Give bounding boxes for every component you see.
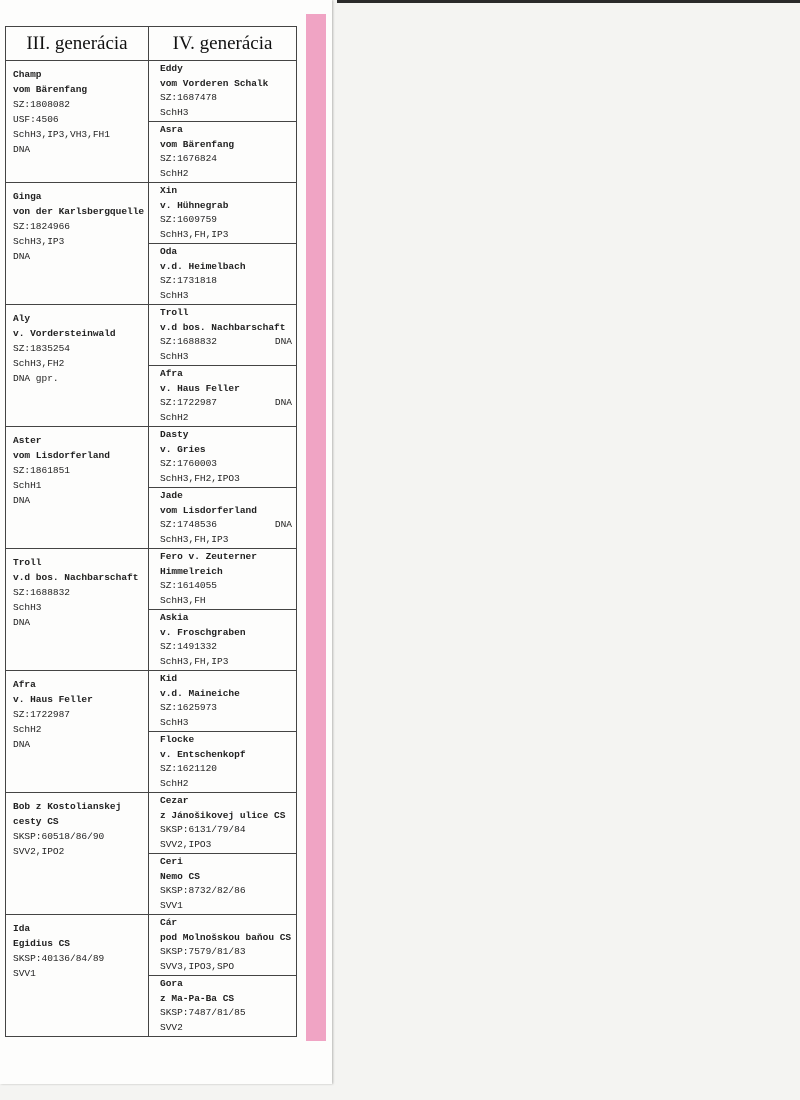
dog-name: Jade (160, 490, 183, 501)
kennel-name: cesty CS (13, 816, 59, 827)
titles: SVV1 (13, 968, 36, 979)
titles: SchH3 (13, 602, 42, 613)
gen4-cell (149, 305, 297, 366)
registration-number: SZ:1688832 (13, 587, 71, 598)
registration-row (149, 91, 296, 106)
registration-row (149, 640, 296, 655)
titles: SVV3,IPO3,SPO (160, 961, 235, 973)
gen4-cell (149, 488, 297, 549)
registration-row (149, 518, 296, 533)
dog-name: Flocke (160, 734, 195, 745)
gen4-cell (149, 61, 297, 122)
dog-name: Askia (160, 612, 189, 623)
dna-note: DNA (13, 144, 31, 155)
dna-note: DNA (13, 495, 31, 506)
dog-name: Oda (160, 246, 178, 257)
dog-name: Fero v. Zeuterner (160, 551, 257, 562)
gen4-cell (149, 549, 297, 610)
kennel-name: vom Lisdorferland (160, 504, 257, 516)
registration-number: SZ:1731818 (160, 275, 218, 287)
kennel-name: von der Karlsbergquelle (13, 206, 145, 217)
pedigree-table (5, 26, 297, 1037)
dog-name: Gora (160, 978, 183, 989)
dog-name: Cár (160, 917, 178, 928)
kennel-name: z Ma-Pa-Ba CS (160, 992, 235, 1004)
registration-row (149, 152, 296, 167)
registration-number: SKSP:60518/86/90 (13, 831, 105, 842)
titles: SVV2,IPO2 (13, 846, 65, 857)
titles: SchH2 (13, 724, 42, 735)
scan-edge (337, 0, 800, 3)
kennel-name: v. Hühnegrab (160, 199, 229, 211)
registration-number: SZ:1614055 (160, 580, 218, 592)
dog-name: Troll (13, 557, 42, 568)
kennel-name: v. Entschenkopf (160, 748, 246, 760)
gen3-cell (6, 183, 149, 305)
kennel-name: vom Vorderen Schalk (160, 77, 269, 89)
registration-number: SZ:1491332 (160, 641, 218, 653)
gen4-cell (149, 915, 297, 976)
kennel-name: v. Vordersteinwald (13, 328, 116, 339)
gen4-cell (149, 854, 297, 915)
kennel-name: pod Molnošskou baňou CS (160, 931, 292, 943)
titles: SchH2 (160, 778, 189, 790)
registration-number: SZ:1676824 (160, 153, 218, 165)
dog-name: Ginga (13, 191, 42, 202)
registration-number: SZ:1625973 (160, 702, 218, 714)
pink-margin-strip (306, 14, 326, 1041)
registration-number: SZ:1760003 (160, 458, 218, 470)
gen3-cell (6, 915, 149, 1037)
registration-number: SZ:1609759 (160, 214, 218, 226)
dog-name: Dasty (160, 429, 189, 440)
registration-number: SKSP:7579/81/83 (160, 946, 246, 958)
registration-number: SZ:1722987 (13, 709, 71, 720)
registration-row (149, 213, 296, 228)
registration-row (149, 457, 296, 472)
dog-name: Afra (13, 679, 36, 690)
dna-note: DNA (274, 519, 292, 531)
registration-row (149, 823, 296, 838)
registration-number: SZ:1808082 (13, 99, 71, 110)
registration-number: SZ:1621120 (160, 763, 218, 775)
titles: SchH3,FH,IP3 (160, 229, 229, 241)
gen4-cell (149, 183, 297, 244)
registration-number: SKSP:7487/81/85 (160, 1007, 246, 1019)
dog-name: Bob z Kostolianskej (13, 801, 122, 812)
dog-name: Afra (160, 368, 183, 379)
registration-number: SZ:1748536 (160, 519, 218, 531)
dna-note: DNA (274, 397, 292, 409)
registration-row (149, 396, 296, 411)
gen4-cell (149, 427, 297, 488)
titles: SchH2 (160, 168, 189, 180)
registration-number: SZ:1722987 (160, 397, 218, 409)
dog-name: Xin (160, 185, 178, 196)
kennel-name: vom Bärenfang (13, 84, 88, 95)
gen3-cell (6, 305, 149, 427)
registration-row (149, 274, 296, 289)
gen4-cell (149, 610, 297, 671)
titles: SchH3 (160, 107, 189, 119)
dog-name: Champ (13, 69, 42, 80)
dna-note: DNA (13, 739, 31, 750)
kennel-name: Egidius CS (13, 938, 71, 949)
dog-name: Ida (13, 923, 31, 934)
kennel-name: v.d bos. Nachbarschaft (160, 321, 286, 333)
kennel-name: v.d. Maineiche (160, 687, 240, 699)
registration-number: SZ:1824966 (13, 221, 71, 232)
kennel-name: Himmelreich (160, 565, 223, 577)
gen4-header: IV. generácia (149, 27, 297, 61)
registration-row (149, 701, 296, 716)
titles: SchH3,FH,IP3 (160, 534, 229, 546)
titles: SVV2 (160, 1022, 183, 1034)
gen4-cell (149, 976, 297, 1037)
dog-name: Cezar (160, 795, 189, 806)
gen3-cell (6, 671, 149, 793)
dog-name: Asra (160, 124, 183, 135)
gen4-cell (149, 793, 297, 854)
gen3-cell (6, 427, 149, 549)
dog-name: Aly (13, 313, 31, 324)
titles: SchH3,FH2 (13, 358, 65, 369)
registration-row (149, 762, 296, 777)
gen3-cell (6, 793, 149, 915)
extra-number: USF:4506 (13, 114, 59, 125)
dog-name: Kid (160, 673, 178, 684)
dna-note: DNA (13, 251, 31, 262)
dog-name: Aster (13, 435, 42, 446)
titles: SchH3 (160, 290, 189, 302)
registration-row (149, 884, 296, 899)
gen4-cell (149, 122, 297, 183)
dog-name: Troll (160, 307, 189, 318)
dna-note: DNA gpr. (13, 373, 59, 384)
kennel-name: z Jánošikovej ulice CS (160, 809, 286, 821)
dog-name: Ceri (160, 856, 183, 867)
pedigree-sheet (0, 0, 332, 1084)
registration-number: SZ:1687478 (160, 92, 218, 104)
kennel-name: vom Lisdorferland (13, 450, 110, 461)
kennel-name: v. Haus Feller (160, 382, 240, 394)
registration-row (149, 945, 296, 960)
titles: SchH3,IP3,VH3,FH1 (13, 129, 110, 140)
dog-name: Eddy (160, 63, 183, 74)
titles: SVV2,IPO3 (160, 839, 212, 851)
kennel-name: v. Haus Feller (13, 694, 93, 705)
titles: SchH3 (160, 351, 189, 363)
gen3-cell (6, 61, 149, 183)
titles: SchH3,FH2,IPO3 (160, 473, 240, 485)
dna-note: DNA (13, 617, 31, 628)
kennel-name: v. Froschgraben (160, 626, 246, 638)
registration-row (149, 579, 296, 594)
gen4-cell (149, 671, 297, 732)
gen4-cell (149, 732, 297, 793)
registration-number: SKSP:6131/79/84 (160, 824, 246, 836)
gen3-header: III. generácia (6, 27, 149, 61)
titles: SVV1 (160, 900, 183, 912)
registration-row (149, 1006, 296, 1021)
dna-note: DNA (274, 336, 292, 348)
registration-number: SKSP:40136/84/89 (13, 953, 105, 964)
registration-number: SZ:1688832 (160, 336, 218, 348)
titles: SchH3 (160, 717, 189, 729)
titles: SchH1 (13, 480, 42, 491)
kennel-name: Nemo CS (160, 870, 200, 882)
titles: SchH2 (160, 412, 189, 424)
gen3-cell (6, 549, 149, 671)
registration-number: SZ:1861851 (13, 465, 71, 476)
kennel-name: v.d bos. Nachbarschaft (13, 572, 139, 583)
gen4-cell (149, 366, 297, 427)
registration-number: SZ:1835254 (13, 343, 71, 354)
titles: SchH3,FH (160, 595, 206, 607)
registration-number: SKSP:8732/82/86 (160, 885, 246, 897)
kennel-name: vom Bärenfang (160, 138, 235, 150)
kennel-name: v. Gries (160, 443, 206, 455)
kennel-name: v.d. Heimelbach (160, 260, 246, 272)
gen4-cell (149, 244, 297, 305)
registration-row (149, 335, 296, 350)
titles: SchH3,FH,IP3 (160, 656, 229, 668)
titles: SchH3,IP3 (13, 236, 65, 247)
